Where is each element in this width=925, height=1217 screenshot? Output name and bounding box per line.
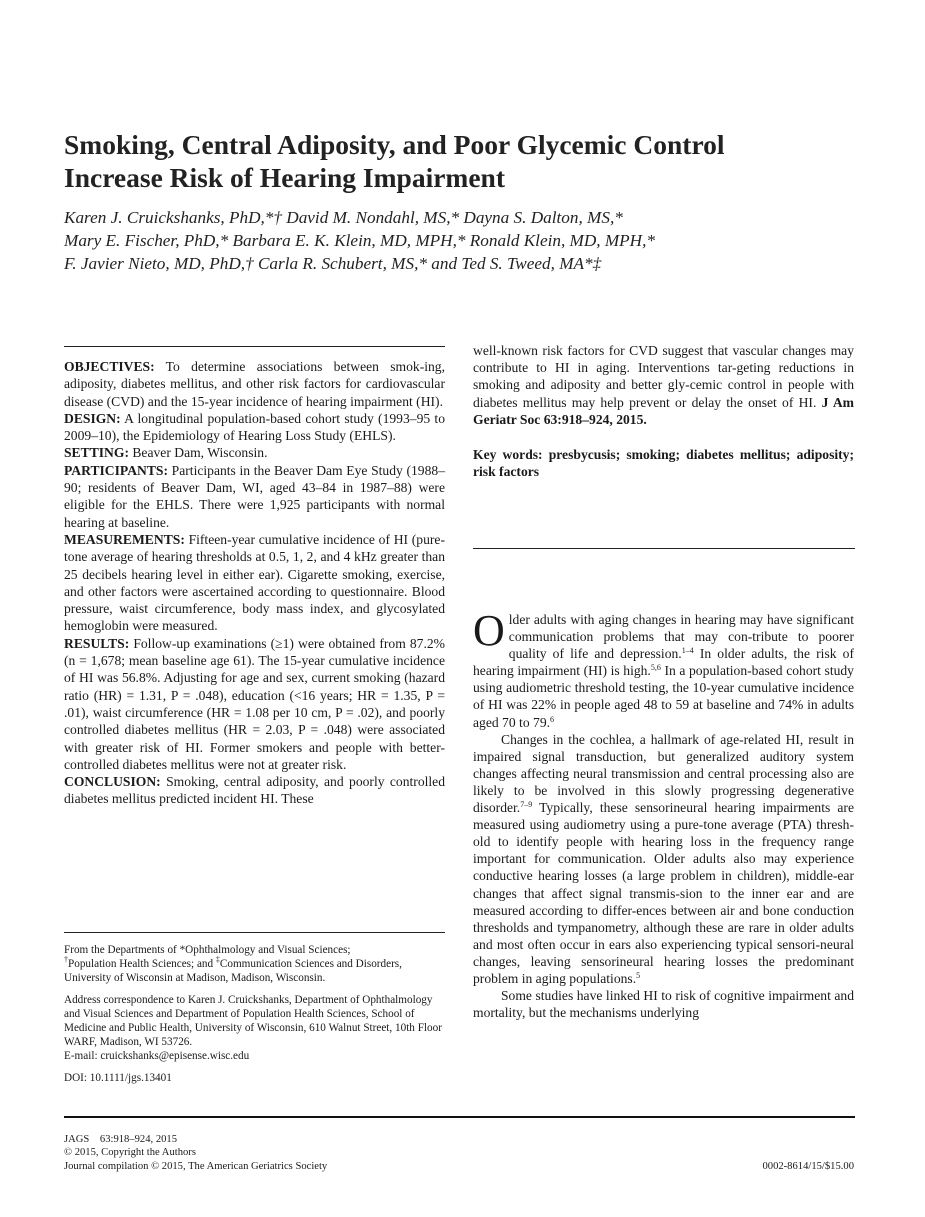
abstract-results xyxy=(64,635,445,773)
abstract xyxy=(64,358,445,808)
title-line-1: Smoking, Central Adiposity, and Poor Glycemic Control xyxy=(64,129,725,160)
p1-part-b: In older adults, the risk of hearing impairment (HI) is high. xyxy=(473,646,854,679)
authors-line-2: Mary E. Fischer, PhD,* Barbara E. K. Klein, MD, MPH,* Ronald Klein, MD, MPH,* xyxy=(64,231,655,250)
p2-part-a: Changes in the cochlea, a hallmark of age-related HI, result in impaired signal transduction, but generalized auditory system changes affecting neural transmission and central processing also are likely to be involved in this slowly progressing degenerative disorder. xyxy=(473,731,854,816)
p2-part-b: Typically, these sensorineural hearing impairments are measured using audiometry using a pure-tone average (PTA) thresh-old to identify people with hearing loss in the frequency range important for communication. Older adults also may experience conductive hearing losses (a large problem in children), middle-ear changes that affect signal transmis-sion to the inner ear and are measured according to differ-ences between air and bone conduction thresholds and tympanometry, although these are rare in older adults and most often occur in ears also experiencing typical sensori-neural changes, leaving sensorineural hearing losses the predominant problem in aging populations. xyxy=(473,800,854,986)
abstract-setting xyxy=(64,444,445,461)
authors-line-3: F. Javier Nieto, MD, PhD,† Carla R. Schubert, MS,* and Ted S. Tweed, MA*‡ xyxy=(64,254,602,273)
authors-line-1: Karen J. Cruickshanks, PhD,*† David M. Nondahl, MS,* Dayna S. Dalton, MS,* xyxy=(64,208,623,227)
author-list xyxy=(64,206,864,275)
double-dagger-mark: ‡ xyxy=(215,955,220,965)
footer-issn: 0002-8614/15/$15.00 xyxy=(762,1161,854,1172)
article-body xyxy=(473,606,854,1021)
p1-part-a: lder adults with aging changes in hearing may have significant communication problems that may con-tribute to poorer quality of life and depression. xyxy=(508,612,854,662)
participants-heading: PARTICIPANTS: xyxy=(64,462,168,478)
abstract-conclusion xyxy=(64,773,445,808)
affiliation-2: Population Health Sciences; and xyxy=(68,958,216,971)
abstract-top-rule xyxy=(64,346,445,347)
dagger-mark: † xyxy=(64,955,68,965)
page-footer xyxy=(64,1133,327,1173)
affiliations xyxy=(64,943,445,986)
correspondence-email[interactable]: E-mail: cruickshanks@episense.wisc.edu xyxy=(64,1050,250,1063)
abstract-continued xyxy=(473,342,854,480)
abstract-participants xyxy=(64,462,445,531)
article-title xyxy=(64,128,864,194)
conclusion-continued xyxy=(473,342,854,428)
ref-1-4: 1–4 xyxy=(681,646,694,656)
ref-6: 6 xyxy=(550,714,555,724)
conclusion-text: Smoking, central adiposity, and poorly controlled diabetes mellitus predicted incident HI. These xyxy=(64,774,445,807)
ref-5b: 5 xyxy=(636,970,641,980)
measurements-text: Fifteen-year cumulative incidence of HI (pure-tone average of hearing thresholds at 0.5, 1, 2, and 4 kHz greater than 25 decibels hearing level in either ear). Cigarette smoking, exercise, and other factors were ascertained according to questionnaire. Blood pressure, waist circumference, body mass index, and glycosylated hemoglobin were measured. xyxy=(64,531,445,634)
affiliation-1: From the Departments of *Ophthalmology and Visual Sciences; xyxy=(64,944,351,956)
drop-cap: O xyxy=(473,606,505,655)
ref-7-9: 7–9 xyxy=(520,800,533,810)
design-text: A longitudinal population-based cohort study (1993–95 to 2009–10), the Epidemiology of Hearing Loss Study (EHLS). xyxy=(64,410,445,444)
conclusion-heading: CONCLUSION: xyxy=(64,774,161,790)
footer-copyright: © 2015, Copyright the Authors xyxy=(64,1147,196,1159)
abstract-measurements xyxy=(64,531,445,635)
journal-citation: J Am Geriatr Soc 63:918–924, 2015. xyxy=(473,394,854,427)
results-heading: RESULTS: xyxy=(64,635,130,651)
abstract-bottom-rule xyxy=(473,548,855,549)
abstract-objectives xyxy=(64,358,445,410)
measurements-heading: MEASUREMENTS: xyxy=(64,531,185,547)
title-line-2: Increase Risk of Hearing Impairment xyxy=(64,162,505,193)
participants-text: Participants in the Beaver Dam Eye Study (1988–90; residents of Beaver Dam, WI, aged 43–84 in 1987–88) were eligible for the EHLS. There were 1,925 participants with normal hearing at baseline. xyxy=(64,462,445,530)
correspondence xyxy=(64,993,445,1064)
footer-rule xyxy=(64,1116,855,1118)
objectives-heading: OBJECTIVES: xyxy=(64,359,155,374)
footer-compilation: Journal compilation © 2015, The American Geriatrics Society xyxy=(64,1160,328,1172)
keywords: Key words: presbycusis; smoking; diabetes mellitus; adiposity; risk factors xyxy=(473,447,854,480)
ref-5-6: 5,6 xyxy=(650,663,661,673)
design-heading: DESIGN: xyxy=(64,410,121,426)
abstract-design xyxy=(64,410,445,445)
body-paragraph-1 xyxy=(473,606,854,731)
footnote-rule xyxy=(64,932,445,933)
results-text: Follow-up examinations (≥1) were obtained from 87.2% (n = 1,678; mean baseline age 61). The 15-year cumulative incidence of HI was 56.8%. Adjusting for age and sex, current smoking (hazard ratio (HR) = 1.31, P = .048), education (<16 years; HR = 1.35, P = .01), waist circumference (HR = 1.08 per 10 cm, P = .02), and poorly controlled diabetes mellitus (HR = 2.03, P = .048) were associated with greater risk of HI. Former smokers and people with better-controlled diabetes mellitus were not at greater risk. xyxy=(64,635,445,772)
affiliation-2b: Communication Sciences and Disorders, xyxy=(219,958,402,971)
body-paragraph-2 xyxy=(473,731,854,987)
setting-heading: SETTING: xyxy=(64,445,129,461)
body-paragraph-3: Some studies have linked HI to risk of cognitive impairment and mortality, but the mechanisms underlying xyxy=(473,988,854,1021)
affiliation-3: University of Wisconsin at Madison, Madison, Wisconsin. xyxy=(64,972,326,985)
objectives-text: To determine associations between smok-ing, adiposity, diabetes mellitus, and other risk factors for cardiovascular disease (CVD) and the 15-year incidence of hearing impairment (HI). xyxy=(64,359,445,409)
footer-journal: JAGS 63:918–924, 2015 xyxy=(64,1134,178,1145)
conclusion-continued-text: well-known risk factors for CVD suggest that vascular changes may contribute to HI in aging. Interventions tar-geting reductions in smoking and adiposity and better gly-cemic control in people with diabetes mellitus may help prevent or delay the onset of HI. xyxy=(473,343,854,410)
setting-text: Beaver Dam, Wisconsin. xyxy=(128,445,268,461)
p1-part-c: In a population-based cohort study using audiometric threshold testing, the 10-year cumulative incidence of HI was 22% in people aged 48 to 59 at baseline and 74% in adults aged 70 to 79. xyxy=(473,663,854,730)
doi[interactable]: DOI: 10.1111/jgs.13401 xyxy=(64,1071,172,1084)
article-notes xyxy=(64,943,445,1092)
correspondence-address: Address correspondence to Karen J. Cruickshanks, Department of Ophthalmology and Visual Sciences and Department of Population Health Sciences, School of Medicine and Public Health, University of Wisconsin, 610 Walnut Street, 10th Floor WARF, Madison, WI 53726. xyxy=(64,993,442,1049)
